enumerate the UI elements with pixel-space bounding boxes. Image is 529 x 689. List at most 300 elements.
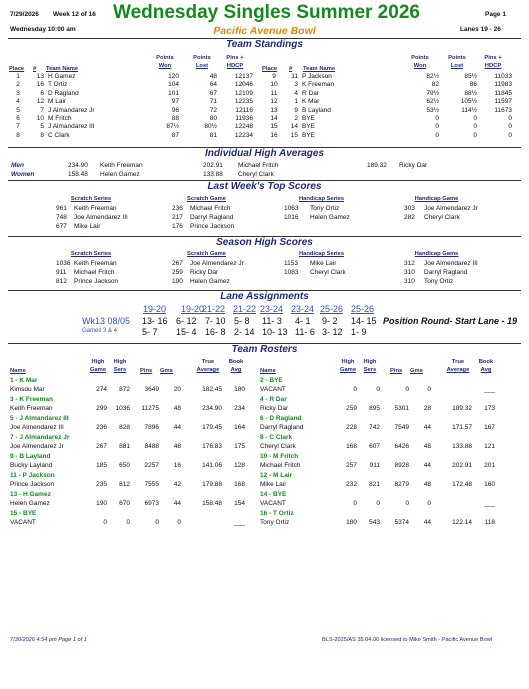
roster-book-average: ___ [234,519,245,526]
roster-pins: 8488 [144,443,159,450]
col-lost-2r: Lost [450,63,464,69]
bowler-name: Michael Fritch [190,205,231,212]
roster-high-series: 0 [376,386,380,393]
bowler-name: Cheryl Clark [310,269,346,276]
points-won-cell: 0 [435,131,439,139]
roster-col-hs1: High [363,359,377,365]
roster-book-average: 175 [234,443,245,450]
place-cell: 10 [270,81,278,89]
roster-bowler-name: Helen Gamez [10,500,50,507]
roster-book-average: 173 [484,405,495,412]
score-value: 748 [56,214,67,221]
points-lost-cell: 81 [209,131,217,139]
roster-book-average: 234 [234,405,245,412]
roster-col-bk2: Avg [480,367,492,373]
roster-team-label: 1 - K Mar [10,377,38,384]
points-lost-cell: 71 [209,98,217,106]
bowler-name: Michael Fritch [74,269,115,276]
lanes-range: Lanes 19 - 26 [460,26,501,33]
roster-games: 0 [427,500,431,507]
roster-pins: 0 [155,519,159,526]
team-num-cell: 4 [294,89,298,97]
week-date-label: Wk13 08/05 [82,316,131,326]
roster-bowler-name: Bucky Layland [10,462,53,469]
team-num-cell: 5 [40,123,44,131]
pins-hdcp-cell: 0 [508,123,512,131]
team-name-cell: M Fritch [48,115,72,123]
lane-pair-header: 23-24 [260,304,284,314]
pins-hdcp-cell: 0 [508,131,512,139]
col-lost-1r: Points [448,55,466,61]
league-title: Wednesday Singles Summer 2026 [113,2,420,23]
points-won-cell: 96 [171,106,179,114]
place-cell: 13 [270,106,278,114]
report-date: 7/29/2026 [10,11,39,18]
team-name-cell: BYE [302,131,316,139]
roster-high-series: 872 [119,386,130,393]
team-name-cell: R Dar [302,89,319,97]
points-lost-cell: 64 [209,81,217,89]
roster-book-average: ___ [484,500,495,507]
points-lost-cell: 80½ [204,123,217,131]
roster-pins: 7555 [144,481,159,488]
roster-bowler-name: Mike Lair [260,481,287,488]
roster-games: 0 [427,386,431,393]
lane-matchup: 1- 9 [351,327,367,337]
lane-pair-header: 19-20 [181,304,205,314]
points-won-cell: 79½ [426,89,439,97]
footer-license: BLS-2025/AS 35.04.06 licensed to Mike Smith - Pacific Avenue Bowl [322,637,492,643]
place-cell: 5 [16,106,20,114]
roster-high-game: 259 [346,405,357,412]
col-hdcp-1: Pins + [226,55,244,61]
team-name-cell: K Mar [302,98,320,106]
roster-pins: 8279 [394,481,409,488]
roster-high-series: 0 [376,500,380,507]
bowler-name: Darryl Ragland [424,269,468,276]
bowler-name: Prince Jackson [74,278,119,285]
roster-high-series: 828 [119,424,130,431]
pins-hdcp-cell: 0 [508,115,512,123]
lane-matchup: 2- 14 [234,327,255,337]
points-won-cell: 87½ [166,123,179,131]
women-average-score: 158.48 [68,171,88,178]
lane-matchup: 14- 15 [351,316,377,326]
roster-col-gms: Gms [410,368,423,374]
roster-bowler-name: Prince Jackson [10,481,55,488]
roster-bowler-name: Darryl Ragland [260,424,304,431]
lane-matchup: 5- 8 [234,316,250,326]
lane-matchup: 9- 2 [322,316,338,326]
points-won-cell: 82 [431,81,439,89]
roster-team-label: 7 - J Almandarez Jr [10,434,70,441]
pins-hdcp-cell: 11845 [494,89,512,97]
roster-pins: 11275 [141,405,159,412]
roster-bowler-name: VACANT [260,500,286,507]
last-week-title: Last Week's Top Scores [207,181,322,192]
roster-high-series: 911 [369,462,380,469]
page-number: Page 1 [485,11,506,18]
roster-col-hg2: Game [339,367,357,373]
bowler-name: Prince Jackson [190,223,235,230]
roster-col-name: Name [10,368,26,374]
lane-matchup: 11- 3 [262,316,282,326]
team-name-cell: D Ragland [48,89,79,97]
bowler-name: Helen Gamez [310,214,350,221]
roster-games: 0 [177,519,181,526]
team-num-cell: 7 [40,106,44,114]
pins-hdcp-cell: 12116 [235,106,253,114]
women-average-name: Cheryl Clark [238,171,274,178]
roster-high-series: 821 [369,481,380,488]
points-won-cell: 0 [435,115,439,123]
roster-col-bk2: Avg [230,367,242,373]
roster-high-game: 185 [96,462,107,469]
roster-book-average: 167 [484,424,495,431]
lane-matchup: 13- 16 [142,316,168,326]
men-average-score: 202.91 [203,162,223,169]
lane-pair-header: 23-24 [291,304,315,314]
roster-col-hg1: High [91,359,105,365]
roster-bowler-name: Joe Almendarez Jr [10,443,64,450]
pins-hdcp-cell: 11673 [494,106,512,114]
roster-games: 44 [423,519,431,526]
bowler-name: Joe Almendarez Jr [424,205,478,212]
roster-book-average: ___ [484,386,495,393]
lane-matchup: 16- 8 [205,327,226,337]
roster-team-label: 6 - D Ragland [260,415,302,422]
roster-col-hs1: High [113,359,127,365]
score-value: 267 [172,260,183,267]
roster-bowler-name: VACANT [260,386,286,393]
roster-book-average: 121 [484,443,495,450]
team-name-cell: M Lair [48,98,67,106]
roster-team-label: 15 - BYE [10,510,37,517]
men-label: Men [11,162,24,169]
place-cell: 1 [16,73,20,80]
bowler-name: Keith Freeman [74,260,117,267]
team-num-cell: 10 [36,115,44,123]
col-place: Place [9,66,25,72]
roster-team-label: 16 - T Ortiz [260,510,294,517]
roster-team-label: 11 - P Jackson [10,472,55,479]
roster-true-average: 172.48 [452,481,472,488]
col-won-1: Points [156,55,174,61]
team-num-cell: 2 [294,115,298,123]
lane-pair-header: 25-26 [351,304,375,314]
pins-hdcp-cell: 12137 [234,73,253,80]
team-name-cell: T Ortiz [48,81,68,89]
roster-high-game: 232 [346,481,357,488]
score-value: 282 [404,214,415,221]
roster-col-gms: Gms [160,368,173,374]
roster-high-series: 1036 [115,405,130,412]
roster-pins: 7896 [144,424,159,431]
roster-team-label: 14 - BYE [260,491,287,498]
pins-hdcp-cell: 11033 [494,73,512,80]
roster-team-label: 12 - M Lair [260,472,293,479]
points-lost-cell: 114½ [461,106,477,114]
bowler-name: Cheryl Clark [424,214,460,221]
team-name-cell: C Clark [48,131,70,139]
points-won-cell: 0 [435,123,439,131]
team-name-cell: J Almandarez Jr [48,106,95,114]
col-place-r: Place [262,66,278,72]
points-won-cell: 62½ [426,98,439,106]
men-average-name: Michael Fritch [238,162,279,169]
score-value: 1036 [56,260,71,267]
score-value: 190 [172,278,183,285]
lane-matchup: 10- 13 [262,327,288,337]
col-hdcp-1r: Pins + [484,55,502,61]
bowler-name: Darryl Ragland [190,214,234,221]
score-value: 217 [172,214,183,221]
roster-high-series: 0 [126,519,130,526]
roster-pins: 6426 [394,443,409,450]
points-lost-cell: 67 [209,89,217,97]
col-team-r: Team Name [303,66,336,72]
roster-team-label: 8 - C Clark [260,434,293,441]
roster-high-series: 742 [369,424,380,431]
roster-team-label: 4 - R Dar [260,396,287,403]
roster-pins: 3649 [144,386,159,393]
women-average-name: Helen Gamez [100,171,140,178]
roster-high-game: 235 [96,481,107,488]
col-hdcp-2r: HDCP [484,63,502,69]
lane-matchup: 3- 12 [322,327,343,337]
roster-high-series: 881 [119,443,130,450]
roster-high-game: 236 [96,424,107,431]
roster-bowler-name: Joe Almendarez III [10,424,64,431]
pins-hdcp-cell: 11597 [494,98,512,106]
roster-games: 28 [423,405,431,412]
games-label: Games 3 & 4 [82,328,118,334]
col-won-2: Won [158,63,172,69]
score-value: 911 [56,269,67,276]
men-average-score: 234.90 [68,162,88,169]
bowler-name: Tony Ortiz [424,278,454,285]
roster-games: 44 [423,424,431,431]
roster-true-average: 133.88 [452,443,472,450]
roster-col-bk1: Book [478,359,494,365]
women-average-score: 133.88 [203,171,223,178]
roster-book-average: 160 [484,481,495,488]
roster-col-name: Name [260,368,276,374]
points-lost-cell: 48 [209,73,217,80]
lane-matchup: 5- 7 [142,327,158,337]
team-num-cell: 12 [36,98,44,106]
roster-true-average: 189.32 [452,405,472,412]
score-value: 310 [404,278,415,285]
place-cell: 15 [270,123,278,131]
roster-high-series: 650 [119,462,130,469]
team-num-cell: 6 [40,89,44,97]
roster-games: 44 [173,424,181,431]
roster-col-hs2: Sers [363,367,377,373]
lane-pair-header: 21-22 [233,304,257,314]
rosters-title: Team Rosters [231,344,298,355]
roster-pins: 0 [405,500,409,507]
team-num-cell: 8 [40,131,44,139]
roster-high-game: 257 [346,462,357,469]
roster-true-average: 158.48 [202,500,222,507]
roster-high-game: 274 [96,386,107,393]
team-num-cell: 15 [290,131,298,139]
season-high-title: Season High Scores [216,237,313,248]
roster-col-avg1: True [451,359,465,365]
roster-bowler-name: VACANT [10,519,36,526]
bowler-name: Ricky Dar [190,269,219,276]
pins-hdcp-cell: 12234 [234,131,253,139]
score-value: 176 [172,223,183,230]
roster-team-label: 9 - B Layland [10,453,51,460]
score-value: 1083 [284,269,299,276]
roster-true-average: 202.91 [452,462,472,469]
roster-true-average: 182.45 [202,386,222,393]
col-hdcp-2: HDCP [226,63,244,69]
position-round-note: Position Round- Start Lane - 19 [383,316,518,326]
pins-hdcp-cell: 11983 [494,81,512,89]
col-won-1r: Points [411,55,429,61]
score-value: 310 [404,269,415,276]
roster-high-game: 0 [353,386,357,393]
place-cell: 12 [270,98,278,106]
roster-book-average: 201 [484,462,495,469]
roster-pins: 6973 [144,500,159,507]
bowler-name: Mike Lair [310,260,337,267]
roster-high-game: 0 [103,519,107,526]
roster-bowler-name: Keith Freeman [10,405,53,412]
lane-matchup: 11- 6 [295,327,315,337]
women-label: Women [11,171,35,178]
roster-games: 48 [173,443,181,450]
roster-bowler-name: Michael Fritch [260,462,301,469]
bowler-name: Mike Lair [74,223,101,230]
roster-high-game: 228 [346,424,357,431]
lane-pair-header: 19-20 [143,304,167,314]
bowler-name: Helen Gamez [190,278,230,285]
place-cell: 2 [16,81,20,89]
roster-col-pins: Pins [390,368,403,374]
roster-col-hs2: Sers [113,367,127,373]
points-lost-cell: 85½ [464,73,477,80]
points-lost-cell: 0 [473,115,477,123]
roster-games: 42 [173,481,181,488]
team-num-cell: 14 [290,123,298,131]
roster-pins: 7549 [394,424,409,431]
roster-high-game: 0 [353,500,357,507]
roster-team-label: 5 - J Almandarez III [10,415,69,422]
place-cell: 16 [270,131,278,139]
roster-book-average: 168 [234,481,245,488]
score-value: 961 [56,205,67,212]
roster-high-series: 543 [369,519,380,526]
roster-high-game: 180 [346,519,357,526]
score-category-header: Handicap Game [414,251,459,257]
lane-pair-header: 21-22 [202,304,226,314]
roster-bowler-name: Kimsou Mar [10,386,45,393]
roster-book-average: 154 [234,500,245,507]
lane-pair-header: 25-26 [320,304,344,314]
roster-col-avg1: True [201,359,215,365]
roster-high-series: 670 [119,500,130,507]
bowler-name: Tony Ortiz [310,205,340,212]
points-lost-cell: 105½ [460,98,477,106]
averages-title: Individual High Averages [204,148,325,159]
points-won-cell: 87 [171,131,179,139]
col-lost-1: Points [193,55,211,61]
team-num-cell: 3 [294,81,298,89]
roster-true-average: 122.14 [452,519,472,526]
week-label: Week 12 of 16 [53,11,96,18]
col-team: Team Name [46,66,79,72]
roster-col-hg2: Game [89,367,107,373]
lane-matchup: 15- 4 [176,327,197,337]
roster-pins: 0 [405,386,409,393]
standings-title: Team Standings [226,39,303,50]
score-value: 312 [404,260,415,267]
roster-pins: 5374 [394,519,409,526]
team-name-cell: J Almandarez III [48,123,95,131]
bowling-center: Pacific Avenue Bowl [213,25,316,37]
score-category-header: Scratch Series [70,196,112,202]
team-name-cell: BYE [302,123,316,131]
place-cell: 4 [16,98,20,106]
points-lost-cell: 0 [473,123,477,131]
roster-games: 16 [173,462,181,469]
pins-hdcp-cell: 12248 [234,123,253,131]
day-time: Wednesday 10:00 am [10,26,76,33]
roster-high-game: 267 [96,443,107,450]
place-cell: 8 [16,131,20,139]
roster-team-label: 10 - M Fritch [260,453,299,460]
score-value: 1016 [284,214,299,221]
points-won-cell: 104 [168,81,179,89]
points-won-cell: 53½ [426,106,439,114]
roster-high-series: 812 [119,481,130,488]
team-num-cell: 13 [36,73,44,80]
points-lost-cell: 86 [469,81,477,89]
roster-true-average: 171.57 [452,424,472,431]
roster-book-average: 180 [234,386,245,393]
col-num: # [33,66,37,72]
roster-games: 44 [423,462,431,469]
score-category-header: Scratch Game [187,251,226,257]
points-won-cell: 88 [171,115,179,123]
team-num-cell: 11 [291,73,298,80]
col-won-2r: Won [413,63,427,69]
roster-true-average: 179.88 [202,481,222,488]
men-average-name: Keith Freeman [100,162,143,169]
roster-games: 20 [173,386,181,393]
points-lost-cell: 72 [209,106,217,114]
team-name-cell: K Freeman [302,81,335,89]
bowler-name: Joe Almendarez III [424,260,478,267]
team-name-cell: P Jackson [302,73,332,80]
team-num-cell: 1 [294,98,298,106]
roster-true-average: 234.90 [202,405,222,412]
men-average-name: Ricky Dar [399,162,428,169]
place-cell: 6 [16,115,20,123]
roster-col-hg1: High [341,359,355,365]
points-lost-cell: 80 [209,115,217,123]
bowler-name: Joe Almendarez Jr [190,260,244,267]
score-category-header: Scratch Game [187,196,226,202]
points-won-cell: 97 [171,98,179,106]
roster-games: 48 [173,405,181,412]
score-category-header: Scratch Series [70,251,112,257]
col-lost-2: Lost [195,63,209,69]
